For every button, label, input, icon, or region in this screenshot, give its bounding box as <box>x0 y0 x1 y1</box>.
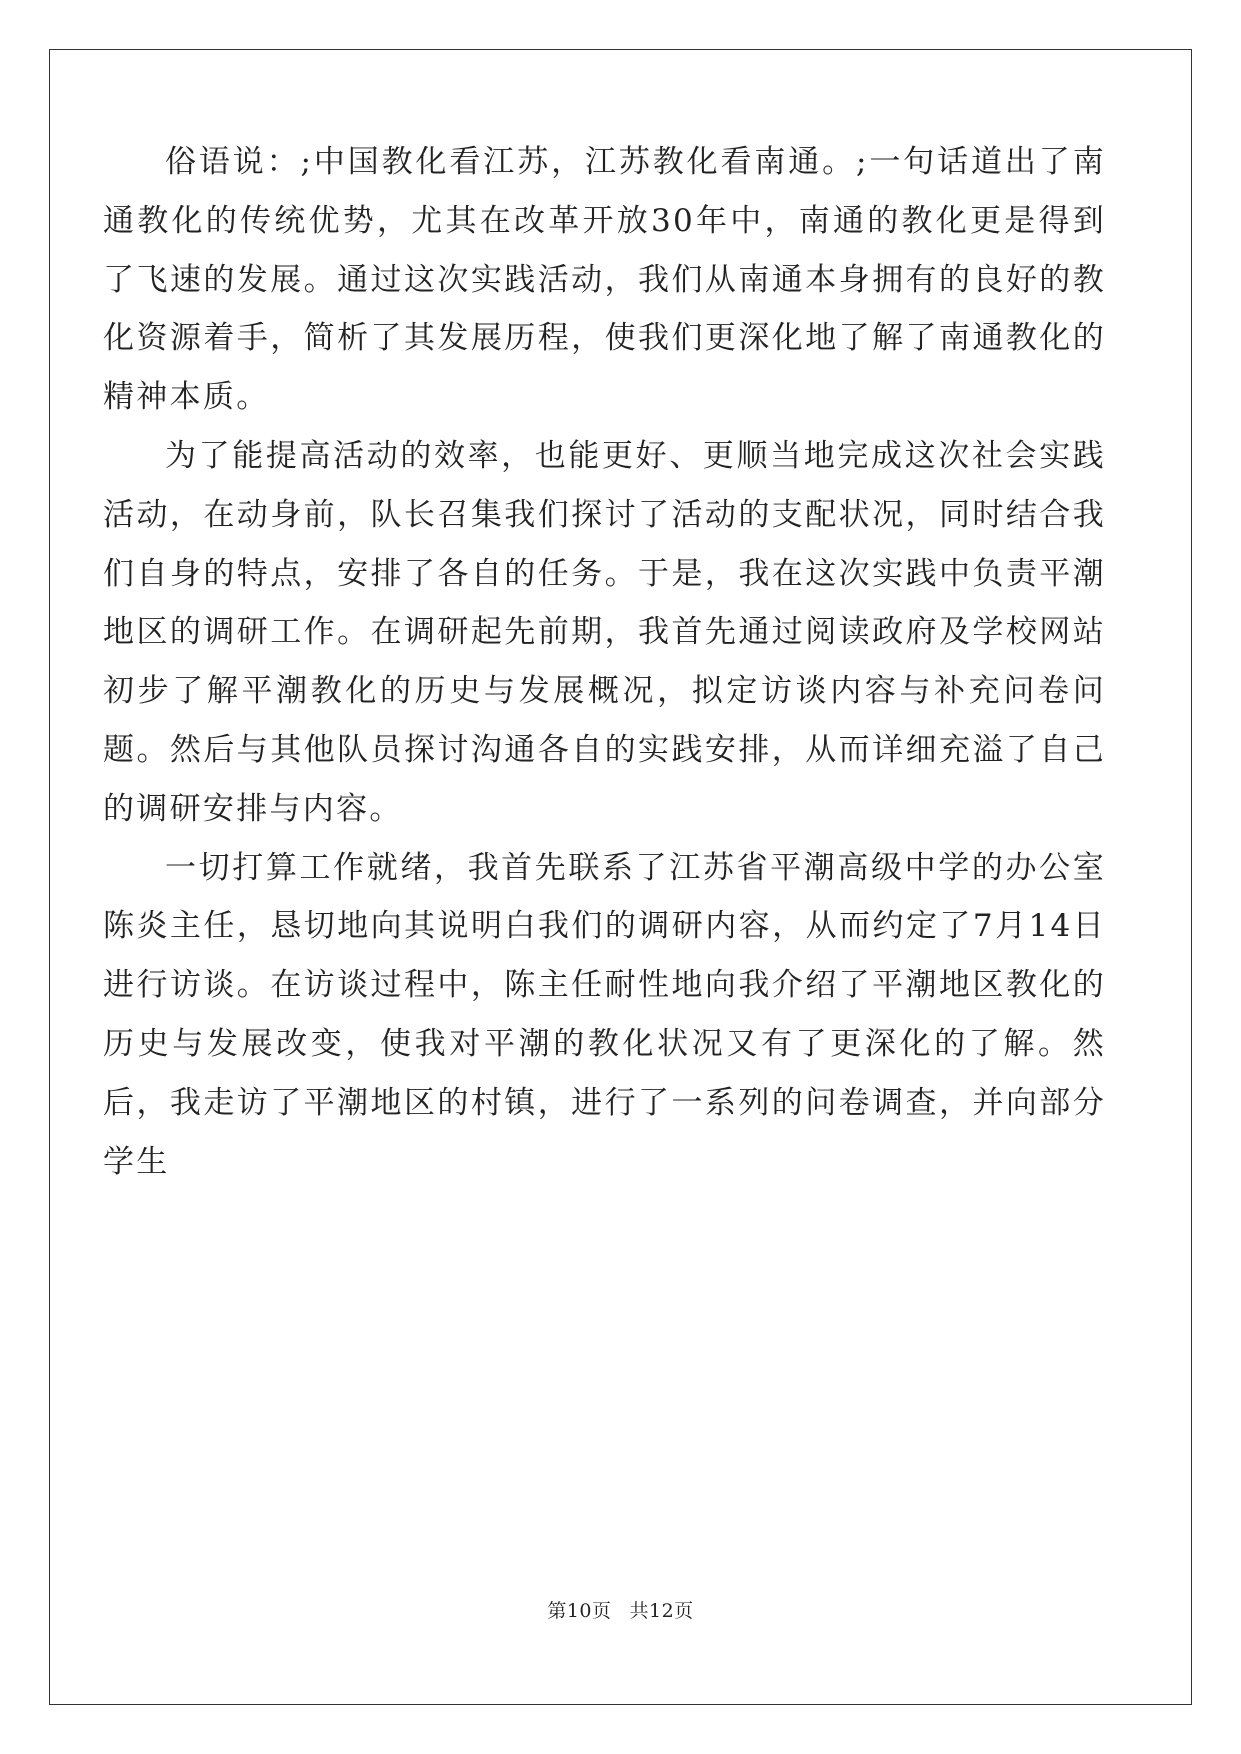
total-pages: 共12页 <box>629 1600 694 1622</box>
page-footer <box>0 1596 1241 1623</box>
document-body <box>103 133 1106 1191</box>
current-page-number: 第10页 <box>547 1600 612 1622</box>
paragraph-1: 俗语说：;中国教化看江苏，江苏教化看南通。;一句话道出了南通教化的传统优势，尤其在改革开放30年中，南通的教化更是得到了飞速的发展。通过这次实践活动，我们从南通本身拥有的良好的教化资源着手，简析了其发展历程，使我们更深化地了解了南通教化的精神本质。 <box>103 144 1106 416</box>
paragraph-3: 一切打算工作就绪，我首先联系了江苏省平潮高级中学的办公室陈炎主任，恳切地向其说明白我们的调研内容，从而约定了7月14日进行访谈。在访谈过程中，陈主任耐性地向我介绍了平潮地区教化的历史与发展改变，使我对平潮的教化状况又有了更深化的了解。然后，我走访了平潮地区的村镇，进行了一系列的问卷调查，并向部分学生 <box>103 849 1106 1180</box>
paragraph-2: 为了能提高活动的效率，也能更好、更顺当地完成这次社会实践活动，在动身前，队长召集我们探讨了活动的支配状况，同时结合我们自身的特点，安排了各自的任务。于是，我在这次实践中负责平潮地区的调研工作。在调研起先前期，我首先通过阅读政府及学校网站初步了解平潮教化的历史与发展概况，拟定访谈内容与补充问卷问题。然后与其他队员探讨沟通各自的实践安排，从而详细充溢了自己的调研安排与内容。 <box>103 437 1106 827</box>
